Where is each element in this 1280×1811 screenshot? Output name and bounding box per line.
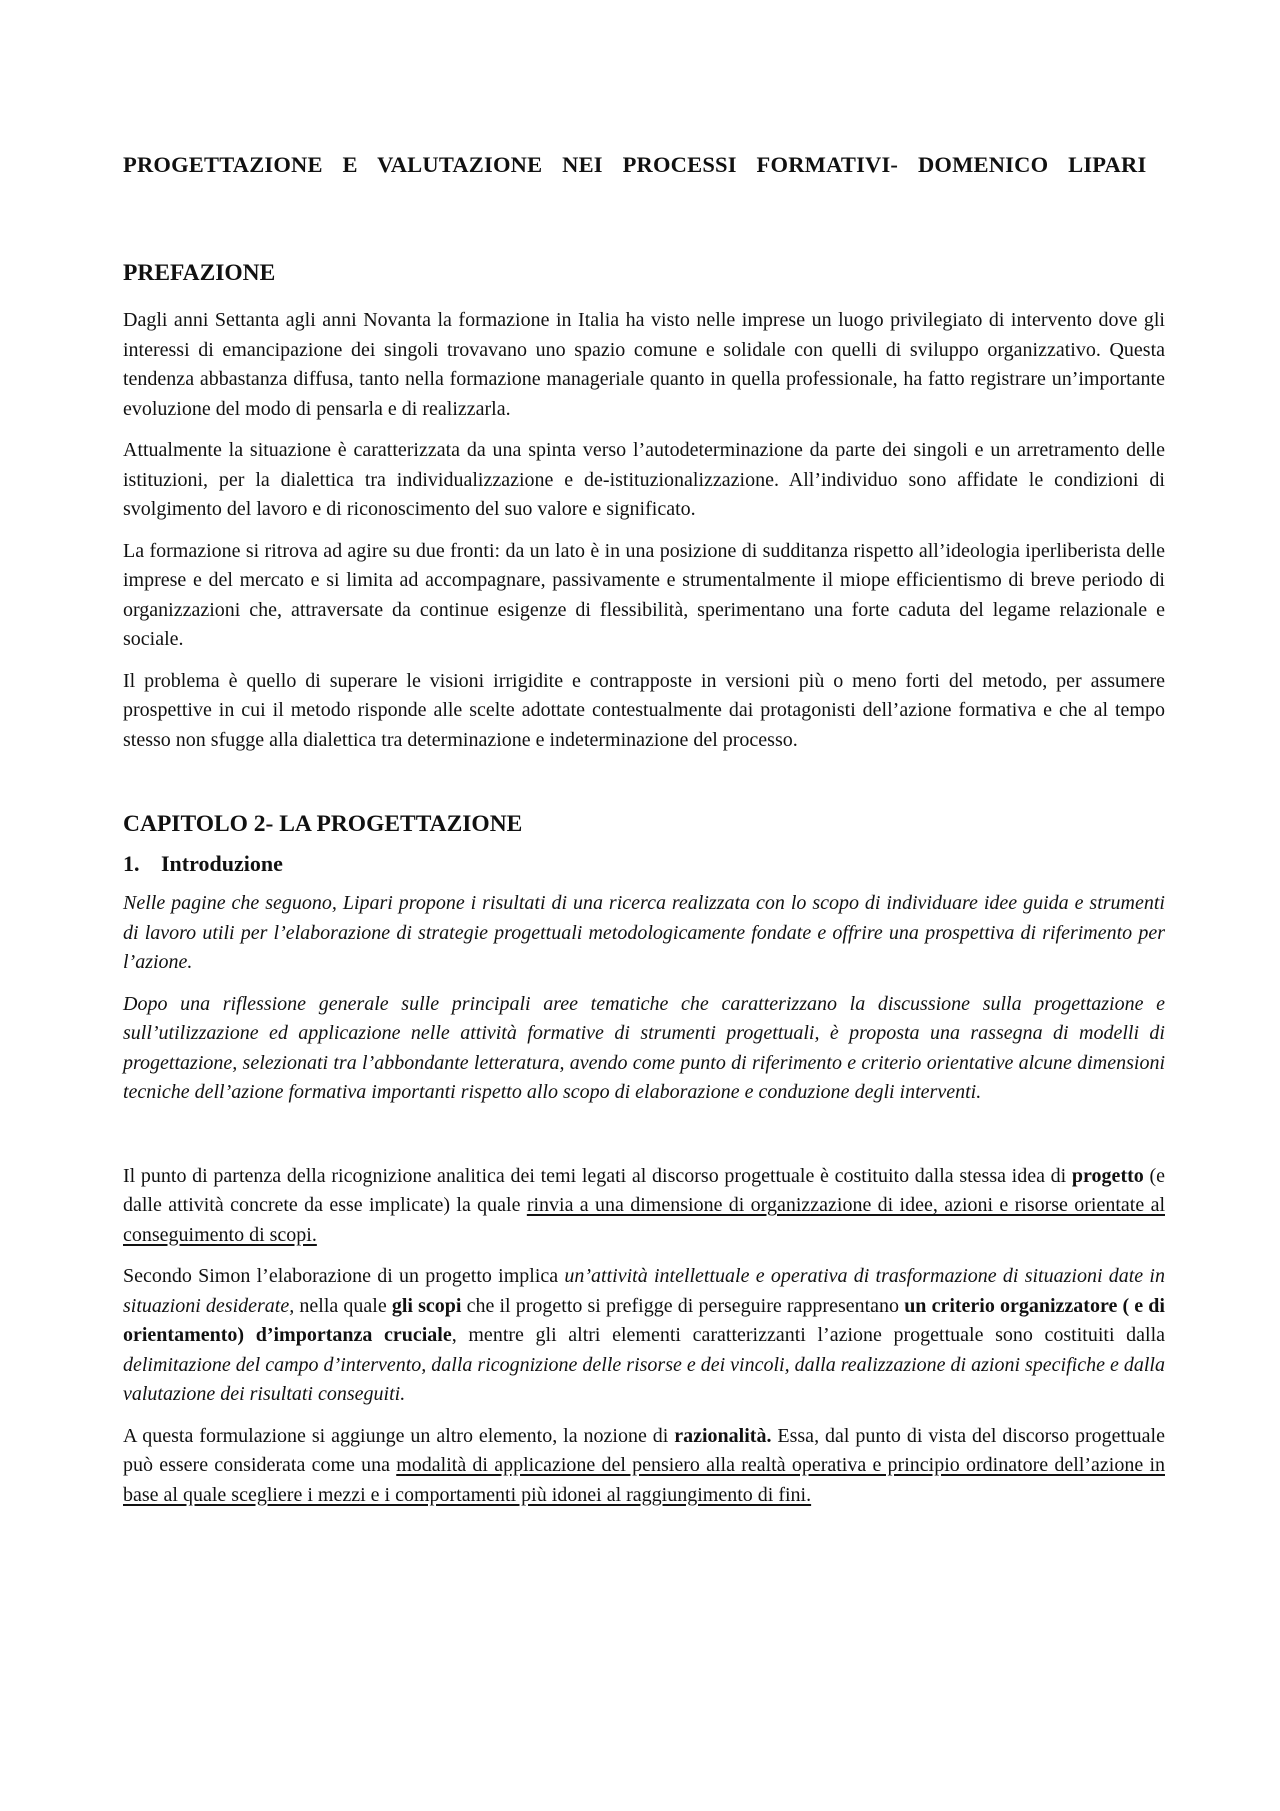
text-run: nella quale (294, 1294, 392, 1317)
section-number: 1. (123, 851, 140, 876)
document-title: PROGETTAZIONE E VALUTAZIONE NEI PROCESSI FORMATIVI- DOMENICO LIPARI (123, 152, 1147, 177)
text-run: Secondo Simon l’elaborazione di un progetto implica (123, 1265, 565, 1287)
underlined-definition: rinvia a una dimensione di organizzazione di idee, azioni e risorse orientate al conseguimento di scopi. (123, 1194, 1165, 1246)
text-run: (e dalle attività concrete da esse implicate) la quale (123, 1164, 1165, 1216)
preface-paragraph-3: La formazione si ritrova ad agire su due fronti: da un lato è in una posizione di sudditanza rispetto all’ideologia iperliberista delle imprese e del mercato e si limita ad accompagnare, passivamente e strumentalmente il miope efficientismo di breve periodo di organizzazioni che, attraversate da continue esigenze di flessibilità, sperimentano una forte caduta del legame relazionale e sociale. (123, 539, 1165, 650)
preface-paragraph-2: Attualmente la situazione è caratterizzata da una spinta verso l’autodeterminazione da parte dei singoli e un arretramento delle istituzioni, per la dialettica tra individualizzazione e de-istituzionalizzazione. All’individuo sono affidate le condizioni di svolgimento del lavoro e di riconoscimento del suo valore e significato. (123, 439, 1165, 520)
preface-paragraph-4: Il problema è quello di superare le visioni irrigidite e contrapposte in versioni più o meno forti del metodo, per assumere prospettive in cui il metodo risponde alle scelte adottate contestualmente dai protagonisti dell’azione formativa e che al tempo stesso non sfugge alla dialettica tra determinazione e indeterminazione del processo. (123, 669, 1165, 751)
bold-term-razionalita: razionalità. (674, 1424, 772, 1447)
underlined-razionalita-definition: modalità di applicazione del pensiero alla realtà operativa e principio ordinatore dell’azione in base al quale scegliere i mezzi e i comportamenti più idonei al raggiungimento di fini. (123, 1454, 1165, 1506)
bold-term-scopi: gli scopi (391, 1294, 462, 1317)
intro-paragraph-2: Dopo una riflessione generale sulle principali aree tematiche che caratterizzano la discussione sulla progettazione e sull’utilizzazione ed applicazione nelle attività formative di strumenti progettuali, è proposta una rassegna di modelli di progettazione, selezionati tra l’abbondante letteratura, avendo come punto di riferimento e criterio orientative alcune dimensioni tecniche dell’azione formativa importanti rispetto allo scopo di elaborazione e conduzione degli interventi. (123, 992, 1165, 1103)
italic-definition: un’attività intellettuale e operativa di trasformazione di situazioni date in situazioni desiderate, (123, 1265, 1165, 1317)
section-heading-introduzione (123, 849, 1165, 879)
paragraph-simon (123, 1262, 1165, 1410)
section-title: Introduzione (161, 851, 283, 876)
text-run: Il punto di partenza della ricognizione analitica dei temi legati al discorso progettuale è costituito dalla stessa idea di (123, 1164, 1072, 1187)
bold-term-progetto: progetto (1071, 1164, 1144, 1187)
chapter-heading: CAPITOLO 2- LA PROGETTAZIONE (123, 811, 523, 837)
text-run: , mentre gli altri elementi caratterizzanti l’azione progettuale sono costituiti dalla (451, 1324, 1166, 1346)
paragraph-razionalita (123, 1422, 1165, 1511)
preface-heading: PREFAZIONE (123, 260, 276, 286)
paragraph-progetto (123, 1162, 1165, 1251)
text-run: A questa formulazione si aggiunge un altro elemento, la nozione di (123, 1424, 675, 1447)
bold-criterio: un criterio organizzatore ( e di orientamento) d’importanza cruciale (123, 1294, 1165, 1346)
document-page (123, 150, 1165, 1510)
italic-elements: delimitazione del campo d’intervento, dalla ricognizione delle risorse e dei vincoli, dalla realizzazione di azioni specifiche e dalla valutazione dei risultati conseguiti. (123, 1353, 1165, 1405)
preface-paragraph-1: Dagli anni Settanta agli anni Novanta la formazione in Italia ha visto nelle imprese un luogo privilegiato di intervento dove gli interessi di emancipazione dei singoli trovavano uno spazio comune e solidale con quelli di sviluppo organizzativo. Questa tendenza abbastanza diffusa, tanto nella formazione manageriale quanto in quella professionale, ha fatto registrare un’importante evoluzione del modo di pensarla e di realizzarla. (123, 309, 1165, 420)
intro-paragraph-1: Nelle pagine che seguono, Lipari propone i risultati di una ricerca realizzata con lo scopo di individuare idee guida e strumenti di lavoro utili per l’elaborazione di strategie progettuali metodologicamente fondate e offrire una prospettiva di riferimento per l’azione. (123, 892, 1165, 973)
text-run: Essa, dal punto di vista del discorso progettuale può essere considerata come una (123, 1424, 1165, 1476)
text-run: che il progetto si prefigge di perseguire rappresentano (461, 1294, 905, 1317)
